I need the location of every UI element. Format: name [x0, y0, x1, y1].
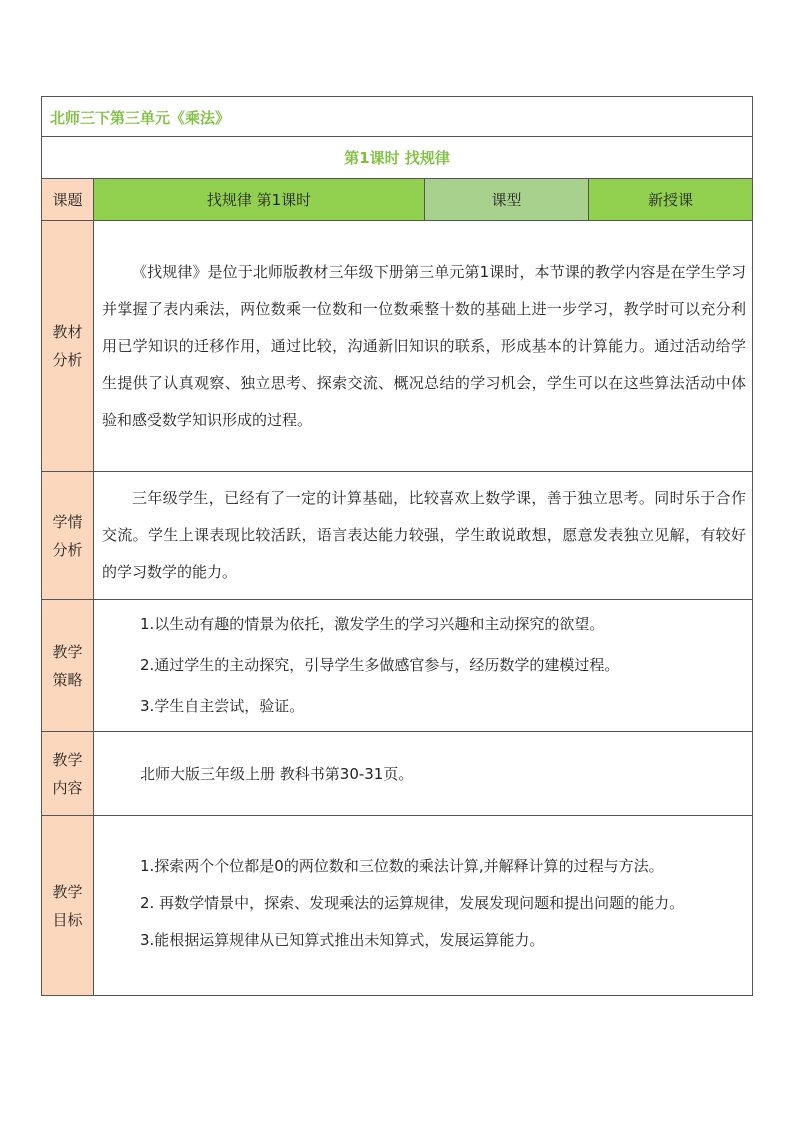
lesson-plan-table	[41, 96, 753, 996]
lesson-subtitle: 第1课时 找规律	[42, 137, 753, 179]
goal-item: 1.探索两个个位都是0的两位数和三位数的乘法计算,并解释计算的过程与方法。	[140, 857, 664, 875]
material-analysis-text: 《找规律》是位于北师版教材三年级下册第三单元第1课时，本节课的教学内容是在学生学习并掌握了表内乘法，两位数乘一位数和一位数乘整十数的基础上进一步学习，教学时可以充分利用已学知识的迁移作用，通过比较，沟通新旧知识的联系，形成基本的计算能力。通过活动给学生提供了认真观察、独立思考、探索交流、概况总结的学习机会，学生可以在这些算法活动中体验和感受数学知识形成的过程。	[94, 221, 753, 472]
type-value: 新授课	[589, 179, 753, 221]
teaching-goals-label: 教学 目标	[42, 816, 94, 996]
topic-label: 课题	[42, 179, 94, 221]
goal-item: 3.能根据运算规律从已知算式推出未知算式，发展运算能力。	[140, 931, 545, 949]
teaching-goals-row	[42, 816, 753, 996]
material-analysis-label: 教材 分析	[42, 221, 94, 472]
header-row	[42, 179, 753, 221]
document-title: 北师三下第三单元《乘法》	[42, 97, 753, 137]
teaching-goals-list	[94, 816, 753, 996]
teaching-content-label: 教学 内容	[42, 732, 94, 816]
teaching-strategy-label: 教学 策略	[42, 600, 94, 732]
strategy-item: 1.以生动有趣的情景为依托，激发学生的学习兴趣和主动探究的欲望。	[140, 615, 605, 633]
type-label: 课型	[425, 179, 589, 221]
teaching-strategy-list	[94, 600, 753, 732]
student-analysis-row	[42, 472, 753, 600]
topic-value: 找规律 第1课时	[94, 179, 425, 221]
material-analysis-row	[42, 221, 753, 472]
student-analysis-text: 三年级学生，已经有了一定的计算基础，比较喜欢上数学课，善于独立思考。同时乐于合作交流。学生上课表现比较活跃，语言表达能力较强，学生敢说敢想，愿意发表独立见解，有较好的学习数学的能力。	[94, 472, 753, 600]
teaching-strategy-row	[42, 600, 753, 732]
student-analysis-label: 学情 分析	[42, 472, 94, 600]
strategy-item: 3.学生自主尝试，验证。	[140, 697, 305, 715]
goal-item: 2. 再数学情景中，探索、发现乘法的运算规律，发展发现问题和提出问题的能力。	[140, 894, 685, 912]
strategy-item: 2.通过学生的主动探究，引导学生多做感官参与，经历数学的建模过程。	[140, 656, 620, 674]
teaching-content-row	[42, 732, 753, 816]
teaching-content-text: 北师大版三年级上册 教科书第30-31页。	[94, 732, 753, 816]
